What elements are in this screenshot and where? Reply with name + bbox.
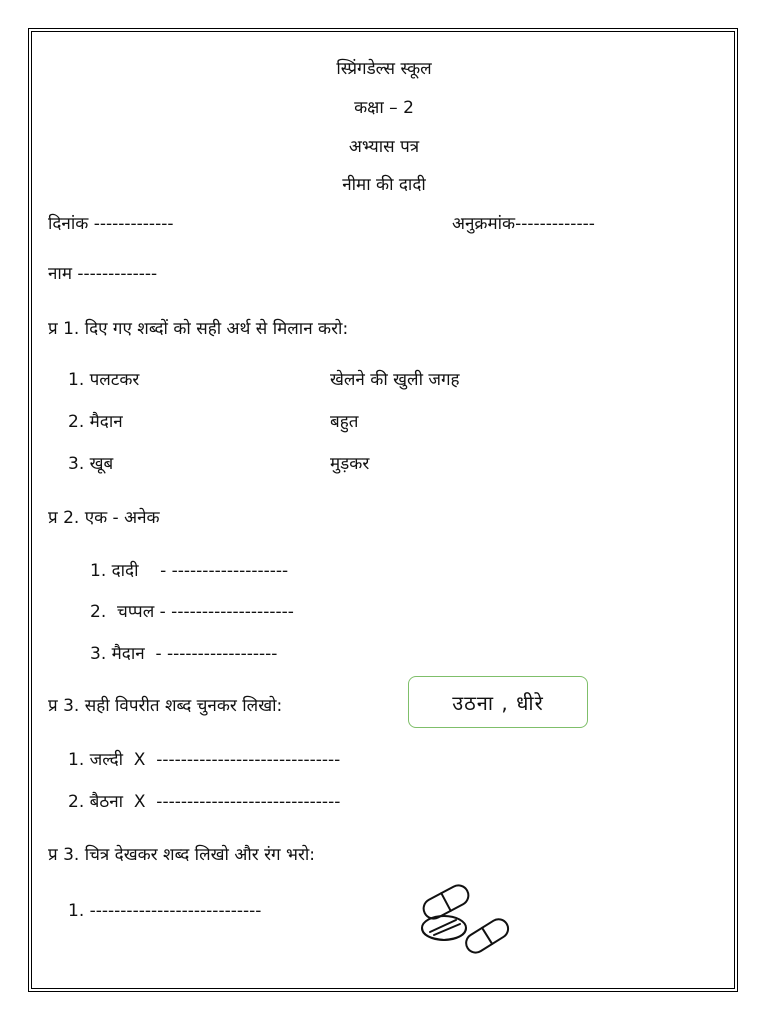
name-field: नाम ------------- (48, 264, 158, 284)
q1-question: प्र 1. दिए गए शब्दों को सही अर्थ से मिलान करो: (48, 319, 349, 339)
q4-question: प्र 3. चित्र देखकर शब्द लिखो और रंग भरो: (48, 845, 316, 865)
q3-question: प्र 3. सही विपरीत शब्द चुनकर लिखो: (48, 696, 283, 716)
q2-question: प्र 2. एक - अनेक (48, 508, 160, 528)
lesson-title: नीमा की दादी (342, 175, 426, 195)
date-field: दिनांक ------------- (48, 214, 174, 234)
q1-right-item: बहुत (330, 412, 359, 432)
q3-item: 1. जल्दी X ------------------------------ (68, 750, 341, 770)
pills-icon (408, 880, 518, 960)
q1-right-item: खेलने की खुली जगह (330, 370, 460, 390)
roll-number-field: अनुक्रमांक------------- (452, 214, 595, 234)
class-label: कक्षा – 2 (354, 98, 414, 118)
q4-item: 1. ---------------------------- (68, 901, 262, 921)
word-options-box: उठना , धीरे (408, 676, 588, 728)
q2-item: 1. दादी - ------------------- (90, 561, 289, 581)
q1-right-item: मुड़कर (330, 454, 370, 474)
q1-left-item: 1. पलटकर (68, 370, 140, 390)
q2-item: 3. मैदान - ------------------ (90, 644, 278, 664)
q3-item: 2. बैठना X ------------------------------ (68, 792, 341, 812)
q2-item: 2. चप्पल - -------------------- (90, 602, 294, 622)
q1-left-item: 2. मैदान (68, 412, 123, 432)
school-name: स्प्रिंगडेल्स स्कूल (336, 59, 432, 79)
sheet-title: अभ्यास पत्र (348, 137, 420, 157)
q1-left-item: 3. खूब (68, 454, 114, 474)
